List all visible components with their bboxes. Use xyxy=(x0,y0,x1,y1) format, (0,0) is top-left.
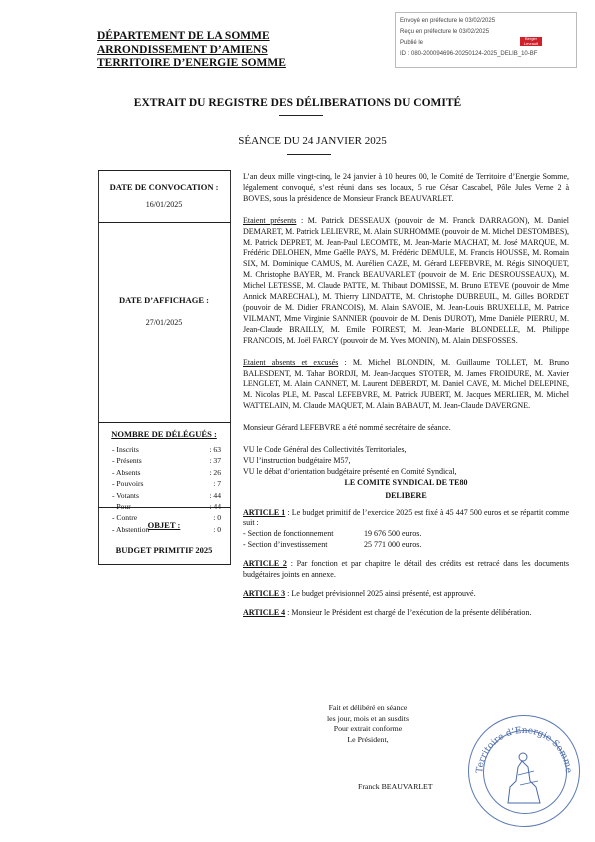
left-rule-top xyxy=(98,170,231,171)
delegate-row: - Contre : 0 xyxy=(112,513,221,523)
stamp-id: ID : 080-200094696-20250124-2025_DELIB_10-BF xyxy=(400,51,538,57)
session-date: SÉANCE DU 24 JANVIER 2025 xyxy=(238,135,387,147)
seal-emblem-icon xyxy=(468,715,580,827)
signature-line-1: Fait et délibéré en séance xyxy=(328,703,408,712)
delegate-row: - Pouvoirs : 7 xyxy=(112,479,221,489)
vu-1: VU le Code Général des Collectivités Territoriales, xyxy=(243,445,407,455)
comite-heading: LE COMITE SYNDICAL DE TE80 xyxy=(344,477,468,487)
delegate-row: - Présents : 37 xyxy=(112,456,221,466)
article-2-text: : Par fonction et par chapitre le détail des crédits est retracé dans les documents budgétaires joints en annexe. xyxy=(243,559,569,580)
delegate-row: - Abstention : 0 xyxy=(112,524,221,534)
session-divider xyxy=(287,154,331,155)
affichage-date: 27/01/2025 xyxy=(145,318,183,327)
left-rule-2 xyxy=(98,422,231,423)
prefecture-stamp xyxy=(395,12,577,68)
section-2-label: - Section d’investissement xyxy=(243,540,328,550)
delegates-label: NOMBRE DE DÉLÉGUÉS : xyxy=(111,429,217,439)
header-department: DÉPARTEMENT DE LA SOMME xyxy=(97,30,270,42)
delegate-row: - Inscrits : 63 xyxy=(112,445,221,454)
signature-line-4: Le Président, xyxy=(347,734,389,744)
title-divider xyxy=(279,115,323,116)
section-investissement xyxy=(243,540,569,551)
delegate-row: - Absents : 26 xyxy=(112,467,221,477)
convocation-date: 16/01/2025 xyxy=(145,200,183,209)
absent-text: : M. Michel BLONDIN, M. Guillaume TOLLET, M. Bruno BALESDENT, M. Tahar BORDJI, M. Jean-Jacques STOTER, M. James FROIDURE, M. Xavier LENGLET, M. Alain CANNET, M. Laurent DEBERDT, M. Daniel CAVE, M. Michel DELEPINE, M. Nicolas PLE, M. Pascal LEFEBVRE, M. Patrick JUBERT, M. Jacques MERLIER, M. Michel WATTELAIN, M. Claude MAQUET, M. Alain BABAUT, M. Jean-Claude DAVERGNE. xyxy=(243,357,569,411)
signature-block xyxy=(243,703,493,745)
absent-paragraph xyxy=(243,358,569,413)
signature-line-3: Pour extrait conforme xyxy=(333,724,403,733)
left-rule-1 xyxy=(98,222,231,223)
object-label: OBJET : xyxy=(147,520,181,530)
official-seal-icon xyxy=(468,715,580,827)
article-1-text: : Le budget primitif de l’exercice 2025 est fixé à 45 447 500 euros et se répartit comme suit : xyxy=(243,507,569,528)
document-body xyxy=(243,172,569,619)
article-3 xyxy=(243,589,569,600)
secretary-paragraph: Monsieur Gérard LEFEBVRE a été nommé secrétaire de séance. xyxy=(243,423,451,433)
signature-line-2: les jour, mois et an susdits xyxy=(327,713,409,723)
stamp-received: Reçu en préfecture le 03/02/2025 xyxy=(400,29,490,35)
delegate-row: - Votants : 44 xyxy=(112,490,221,500)
absent-label: Etaient absents et excusés xyxy=(243,357,339,367)
vu-3: VU le débat d’orientation budgétaire présenté en Comité Syndical, xyxy=(243,466,457,476)
document-title: EXTRAIT DU REGISTRE DES DÉLIBERATIONS DU COMITÉ xyxy=(133,97,462,109)
vu-2: VU l’instruction budgétaire M57, xyxy=(243,455,351,465)
header-territoire: TERRITOIRE D’ENERGIE SOMME xyxy=(97,57,286,69)
article-4-label: ARTICLE 4 xyxy=(243,607,286,617)
article-2 xyxy=(243,559,569,581)
article-1 xyxy=(243,508,569,530)
header-arrondissement: ARRONDISSEMENT D’AMIENS xyxy=(97,43,268,56)
article-4 xyxy=(243,608,569,619)
article-3-label: ARTICLE 3 xyxy=(243,588,286,598)
object-value: BUDGET PRIMITIF 2025 xyxy=(115,545,213,555)
section-2-value: 25 771 000 euros. xyxy=(364,540,422,550)
delegate-row: - Pour : 44 xyxy=(112,501,221,511)
left-rule-bottom xyxy=(98,564,231,565)
article-2-label: ARTICLE 2 xyxy=(243,559,287,569)
section-1-label: - Section de fonctionnement xyxy=(243,529,334,539)
article-4-text: : Monsieur le Président est chargé de l’exécution de la présente délibération. xyxy=(285,607,532,617)
signatory-name: Franck BEAUVARLET xyxy=(358,782,433,791)
present-label: Etaient présents xyxy=(243,215,297,225)
affichage-label: DATE D’AFFICHAGE : xyxy=(118,295,210,305)
stamp-sent: Envoyé en préfecture le 03/02/2025 xyxy=(400,18,496,24)
present-text: : M. Patrick DESSEAUX (pouvoir de M. Franck DARRAGON), M. Daniel DEMARET, M. Patrick LELIEVRE, M. Alain SURHOMME (pouvoir de M. Michel DESTOMBES), M. Patrick DEPRET, M. Jean-Paul LECOMTE, M. Jean-Marie MACHAT, M. José MARQUE, M. Frédéric DELOHEN, Mme Gaëlle PAYS, M. Frédéric DEMULE, M. Francis HOUSSE, M. Romain SIX, M. Dominique CAMUS, M. Aurélien CAZE, M. Gérard LEFEBVRE, M. Régis SINOQUET, M. Christophe BAYER, M. Franck BEAUVARLET (pouvoir de M. Eric DESROUSSEAUX), M. Michel LETESSE, M. Claude PATTE, M. Thibaut DOMISSE, M. Bruno ETEVE (pouvoir de Mme Annick MARECHAL), M. Thierry LINDATTE, M. Christophe DUBREUIL, M. Gilles BORDET (pouvoir de M. Didier FRANCOIS), M. Alain SAVOIE, M. Jean-Louis BRUXELLE, M. Patrice VILMANT, Mme Virginie SANNIER (pouvoir de M. Denis DUROT), Mme Danièle PIERRU, M. Jean-Claude BRAILLY, M. Emile FOIREST, M. Jean-Marie BLONDELLE, M. Philippe FRANCOIS, M. Joël FARCY (pouvoir de M. Yves MONIN), M. Alain DESFOSSES. xyxy=(243,215,569,345)
article-1-label: ARTICLE 1 xyxy=(243,507,286,517)
convocation-label: DATE DE CONVOCATION : xyxy=(109,182,219,192)
intro-paragraph: L’an deux mille vingt-cinq, le 24 janvier à 10 heures 00, le Comité de Territoire d’Energie Somme, légalement convoqué, s’est réuni dans ses locaux, 5 rue César Cascabel, Pôle Jules Verne 2 à BOVES, sous la présidence de Monsieur Franck BEAUVARLET. xyxy=(243,172,569,203)
present-paragraph xyxy=(243,216,569,347)
article-3-text: : Le budget prévisionnel 2025 ainsi présenté, est approuvé. xyxy=(285,588,476,598)
document-header xyxy=(97,30,286,71)
stamp-published: Publié le xyxy=(400,40,424,46)
section-1-value: 19 676 500 euros. xyxy=(364,529,422,539)
berger-levrault-logo: Berger Levrault xyxy=(520,37,542,46)
seal-text: Territoire d’Energie Somme xyxy=(474,725,574,774)
delibere-heading: DELIBERE xyxy=(385,490,427,500)
section-fonctionnement xyxy=(243,529,569,540)
